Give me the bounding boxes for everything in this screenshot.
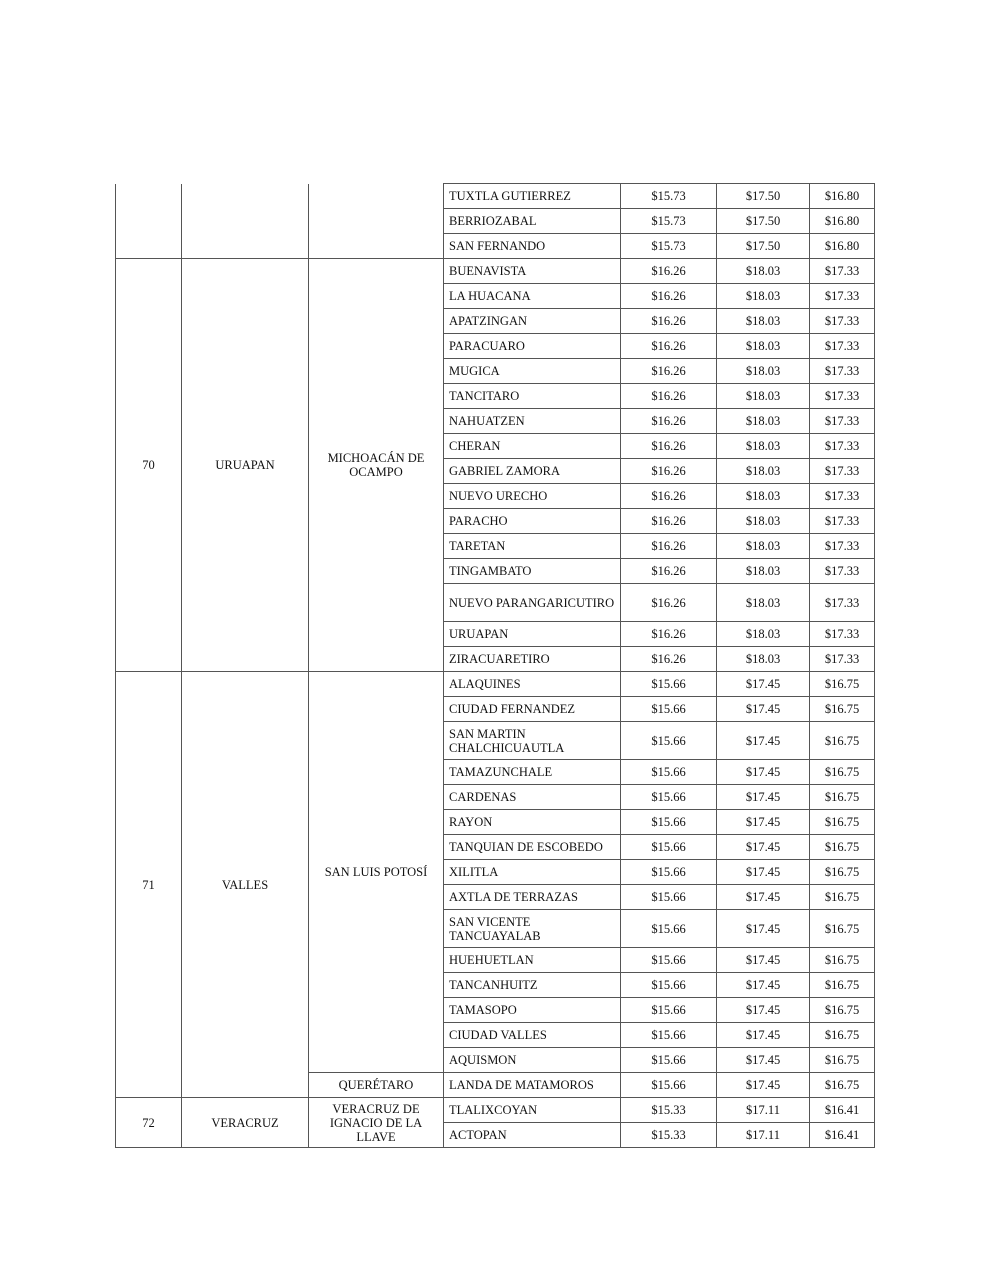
price-cell-1: $16.26 bbox=[621, 284, 717, 309]
price-cell-3: $16.80 bbox=[810, 209, 875, 234]
price-cell-3: $17.33 bbox=[810, 647, 875, 672]
municipio-cell: PARACHO bbox=[444, 509, 621, 534]
municipio-cell: LA HUACANA bbox=[444, 284, 621, 309]
municipio-cell: CIUDAD FERNANDEZ bbox=[444, 697, 621, 722]
price-cell-3: $16.75 bbox=[810, 998, 875, 1023]
price-cell-2: $17.50 bbox=[717, 234, 810, 259]
price-cell-2: $17.45 bbox=[717, 1048, 810, 1073]
price-cell-1: $15.66 bbox=[621, 697, 717, 722]
municipio-cell: SAN MARTIN CHALCHICUAUTLA bbox=[444, 722, 621, 760]
price-cell-1: $16.26 bbox=[621, 534, 717, 559]
municipio-cell: ALAQUINES bbox=[444, 672, 621, 697]
municipio-cell: BERRIOZABAL bbox=[444, 209, 621, 234]
price-cell-1: $15.66 bbox=[621, 948, 717, 973]
zone-name-cell: VERACRUZ bbox=[182, 1098, 309, 1148]
price-cell-2: $17.45 bbox=[717, 1023, 810, 1048]
price-cell-1: $15.66 bbox=[621, 835, 717, 860]
price-cell-3: $16.75 bbox=[810, 860, 875, 885]
zone-name-cell: VALLES bbox=[182, 672, 309, 1098]
price-cell-3: $16.75 bbox=[810, 697, 875, 722]
price-cell-2: $18.03 bbox=[717, 459, 810, 484]
zone-name-cell: URUAPAN bbox=[182, 259, 309, 672]
municipio-cell: CIUDAD VALLES bbox=[444, 1023, 621, 1048]
municipio-cell: CHERAN bbox=[444, 434, 621, 459]
price-cell-3: $17.33 bbox=[810, 284, 875, 309]
price-cell-1: $15.66 bbox=[621, 998, 717, 1023]
price-cell-1: $16.26 bbox=[621, 647, 717, 672]
table-row bbox=[116, 184, 875, 209]
price-cell-2: $18.03 bbox=[717, 284, 810, 309]
price-cell-1: $15.66 bbox=[621, 1048, 717, 1073]
price-cell-2: $18.03 bbox=[717, 534, 810, 559]
municipio-cell: XILITLA bbox=[444, 860, 621, 885]
price-cell-1: $15.66 bbox=[621, 1073, 717, 1098]
price-cell-1: $15.66 bbox=[621, 785, 717, 810]
municipio-cell: TAMASOPO bbox=[444, 998, 621, 1023]
zone-name-cell bbox=[182, 184, 309, 259]
zone-number-cell: 70 bbox=[116, 259, 182, 672]
price-cell-2: $17.45 bbox=[717, 785, 810, 810]
price-cell-2: $17.45 bbox=[717, 948, 810, 973]
price-cell-2: $17.45 bbox=[717, 885, 810, 910]
price-cell-2: $18.03 bbox=[717, 409, 810, 434]
price-cell-3: $17.33 bbox=[810, 534, 875, 559]
price-cell-3: $16.80 bbox=[810, 234, 875, 259]
municipio-cell: BUENAVISTA bbox=[444, 259, 621, 284]
price-cell-3: $17.33 bbox=[810, 334, 875, 359]
price-cell-3: $17.33 bbox=[810, 259, 875, 284]
price-cell-1: $15.66 bbox=[621, 722, 717, 760]
municipio-cell: RAYON bbox=[444, 810, 621, 835]
price-cell-2: $18.03 bbox=[717, 384, 810, 409]
price-cell-3: $17.33 bbox=[810, 384, 875, 409]
price-cell-2: $18.03 bbox=[717, 509, 810, 534]
price-cell-1: $16.26 bbox=[621, 459, 717, 484]
table-body bbox=[116, 184, 875, 1148]
price-cell-3: $17.33 bbox=[810, 509, 875, 534]
price-cell-1: $15.66 bbox=[621, 973, 717, 998]
price-cell-3: $16.75 bbox=[810, 672, 875, 697]
price-cell-2: $18.03 bbox=[717, 259, 810, 284]
price-cell-3: $16.75 bbox=[810, 948, 875, 973]
state-cell: SAN LUIS POTOSÍ bbox=[309, 672, 444, 1073]
price-cell-1: $15.66 bbox=[621, 910, 717, 948]
price-cell-2: $17.45 bbox=[717, 835, 810, 860]
municipio-cell: TANCANHUITZ bbox=[444, 973, 621, 998]
state-cell: VERACRUZ DE IGNACIO DE LA LLAVE bbox=[309, 1098, 444, 1148]
price-cell-1: $15.33 bbox=[621, 1123, 717, 1148]
price-cell-3: $17.33 bbox=[810, 409, 875, 434]
price-cell-2: $18.03 bbox=[717, 584, 810, 622]
price-cell-3: $16.75 bbox=[810, 1023, 875, 1048]
price-cell-1: $16.26 bbox=[621, 334, 717, 359]
price-cell-1: $16.26 bbox=[621, 309, 717, 334]
price-cell-1: $15.66 bbox=[621, 672, 717, 697]
price-cell-3: $16.75 bbox=[810, 785, 875, 810]
price-cell-3: $16.80 bbox=[810, 184, 875, 209]
price-cell-2: $18.03 bbox=[717, 359, 810, 384]
zone-number-cell bbox=[116, 184, 182, 259]
price-cell-1: $16.26 bbox=[621, 259, 717, 284]
price-cell-3: $16.75 bbox=[810, 1073, 875, 1098]
municipio-cell: MUGICA bbox=[444, 359, 621, 384]
price-cell-3: $16.41 bbox=[810, 1123, 875, 1148]
price-cell-2: $17.45 bbox=[717, 722, 810, 760]
price-cell-1: $16.26 bbox=[621, 384, 717, 409]
municipio-cell: GABRIEL ZAMORA bbox=[444, 459, 621, 484]
price-cell-2: $17.45 bbox=[717, 910, 810, 948]
price-cell-2: $17.45 bbox=[717, 1073, 810, 1098]
price-cell-1: $15.66 bbox=[621, 1023, 717, 1048]
price-cell-1: $16.26 bbox=[621, 559, 717, 584]
price-cell-3: $16.75 bbox=[810, 760, 875, 785]
municipio-cell: AQUISMON bbox=[444, 1048, 621, 1073]
table-row bbox=[116, 259, 875, 284]
municipio-cell: SAN VICENTE TANCUAYALAB bbox=[444, 910, 621, 948]
municipio-cell: TUXTLA GUTIERREZ bbox=[444, 184, 621, 209]
price-cell-3: $16.75 bbox=[810, 810, 875, 835]
price-cell-3: $17.33 bbox=[810, 622, 875, 647]
price-cell-2: $18.03 bbox=[717, 434, 810, 459]
price-cell-1: $15.66 bbox=[621, 885, 717, 910]
price-cell-3: $17.33 bbox=[810, 484, 875, 509]
price-cell-2: $17.50 bbox=[717, 209, 810, 234]
price-cell-1: $16.26 bbox=[621, 409, 717, 434]
price-cell-2: $17.45 bbox=[717, 672, 810, 697]
price-cell-2: $17.45 bbox=[717, 998, 810, 1023]
price-cell-3: $17.33 bbox=[810, 584, 875, 622]
price-cell-2: $17.45 bbox=[717, 760, 810, 785]
zone-number-cell: 72 bbox=[116, 1098, 182, 1148]
municipio-cell: TANCITARO bbox=[444, 384, 621, 409]
price-cell-1: $16.26 bbox=[621, 359, 717, 384]
price-cell-2: $18.03 bbox=[717, 334, 810, 359]
price-cell-2: $17.45 bbox=[717, 810, 810, 835]
municipio-cell: HUEHUETLAN bbox=[444, 948, 621, 973]
municipio-cell: TINGAMBATO bbox=[444, 559, 621, 584]
price-cell-3: $16.75 bbox=[810, 835, 875, 860]
price-cell-1: $16.26 bbox=[621, 622, 717, 647]
municipio-cell: TANQUIAN DE ESCOBEDO bbox=[444, 835, 621, 860]
price-cell-2: $18.03 bbox=[717, 647, 810, 672]
municipio-cell: ZIRACUARETIRO bbox=[444, 647, 621, 672]
price-cell-1: $16.26 bbox=[621, 484, 717, 509]
price-cell-1: $16.26 bbox=[621, 584, 717, 622]
price-cell-2: $17.45 bbox=[717, 860, 810, 885]
state-cell: MICHOACÁN DE OCAMPO bbox=[309, 259, 444, 672]
municipio-cell: SAN FERNANDO bbox=[444, 234, 621, 259]
salary-table bbox=[115, 183, 875, 1148]
municipio-cell: LANDA DE MATAMOROS bbox=[444, 1073, 621, 1098]
price-cell-2: $18.03 bbox=[717, 309, 810, 334]
state-cell: QUERÉTARO bbox=[309, 1073, 444, 1098]
zone-number-cell: 71 bbox=[116, 672, 182, 1098]
price-cell-3: $16.75 bbox=[810, 910, 875, 948]
municipio-cell: AXTLA DE TERRAZAS bbox=[444, 885, 621, 910]
price-cell-3: $16.75 bbox=[810, 973, 875, 998]
price-cell-1: $15.66 bbox=[621, 860, 717, 885]
price-cell-2: $17.45 bbox=[717, 697, 810, 722]
price-cell-1: $15.66 bbox=[621, 810, 717, 835]
price-cell-3: $17.33 bbox=[810, 434, 875, 459]
municipio-cell: CARDENAS bbox=[444, 785, 621, 810]
price-cell-3: $17.33 bbox=[810, 309, 875, 334]
price-cell-2: $18.03 bbox=[717, 484, 810, 509]
price-cell-1: $15.73 bbox=[621, 234, 717, 259]
municipio-cell: NUEVO PARANGARICUTIRO bbox=[444, 584, 621, 622]
table-row bbox=[116, 672, 875, 697]
price-cell-3: $16.41 bbox=[810, 1098, 875, 1123]
price-cell-1: $16.26 bbox=[621, 434, 717, 459]
price-cell-3: $17.33 bbox=[810, 359, 875, 384]
price-cell-3: $16.75 bbox=[810, 885, 875, 910]
price-cell-3: $17.33 bbox=[810, 459, 875, 484]
price-cell-1: $15.73 bbox=[621, 184, 717, 209]
municipio-cell: ACTOPAN bbox=[444, 1123, 621, 1148]
price-cell-1: $15.73 bbox=[621, 209, 717, 234]
state-cell bbox=[309, 184, 444, 259]
price-cell-2: $17.11 bbox=[717, 1123, 810, 1148]
price-cell-2: $18.03 bbox=[717, 559, 810, 584]
municipio-cell: TAMAZUNCHALE bbox=[444, 760, 621, 785]
price-cell-1: $15.66 bbox=[621, 760, 717, 785]
municipio-cell: TARETAN bbox=[444, 534, 621, 559]
price-cell-3: $16.75 bbox=[810, 722, 875, 760]
municipio-cell: NUEVO URECHO bbox=[444, 484, 621, 509]
municipio-cell: URUAPAN bbox=[444, 622, 621, 647]
municipio-cell: TLALIXCOYAN bbox=[444, 1098, 621, 1123]
price-cell-2: $17.50 bbox=[717, 184, 810, 209]
price-cell-3: $17.33 bbox=[810, 559, 875, 584]
municipio-cell: APATZINGAN bbox=[444, 309, 621, 334]
municipio-cell: PARACUARO bbox=[444, 334, 621, 359]
price-cell-2: $17.11 bbox=[717, 1098, 810, 1123]
municipio-cell: NAHUATZEN bbox=[444, 409, 621, 434]
table-row bbox=[116, 1098, 875, 1123]
price-cell-2: $17.45 bbox=[717, 973, 810, 998]
price-cell-1: $16.26 bbox=[621, 509, 717, 534]
price-cell-3: $16.75 bbox=[810, 1048, 875, 1073]
price-cell-1: $15.33 bbox=[621, 1098, 717, 1123]
price-cell-2: $18.03 bbox=[717, 622, 810, 647]
